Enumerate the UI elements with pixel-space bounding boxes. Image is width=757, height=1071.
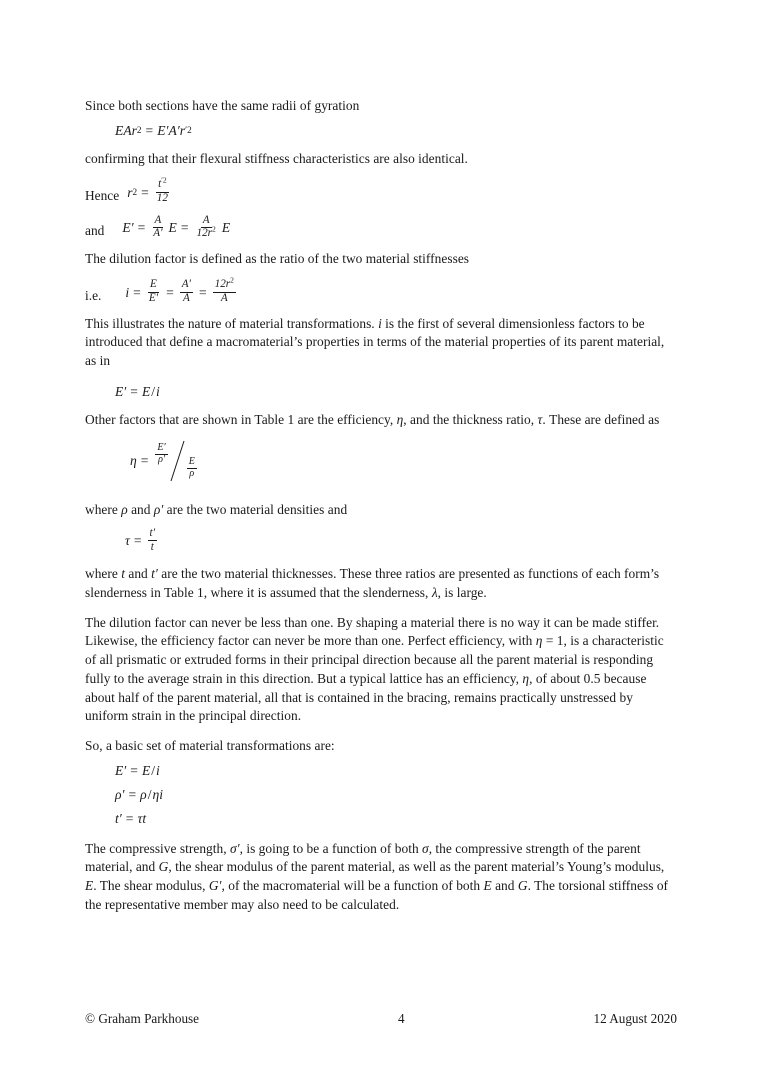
- fraction-numerator: E: [148, 279, 159, 292]
- p10-symbol-E-2: E: [483, 878, 492, 894]
- sym-slash: /: [147, 786, 152, 802]
- sym-r-prime: r: [179, 122, 186, 138]
- p5-symbol-tau: τ: [537, 411, 543, 427]
- sym-i: i: [125, 284, 130, 300]
- fraction-denominator: A′: [153, 227, 163, 240]
- fraction-numerator: $12r^2$: [213, 279, 236, 292]
- p10-symbol-G-prime: G′: [208, 878, 222, 894]
- p10-text-h: . The torsional stiffness of the representative member may also need to be calculated.: [85, 878, 669, 912]
- p4-symbol-i: i: [378, 315, 382, 331]
- sym-A-prime: A′: [168, 122, 180, 138]
- equation-flexural-stiffness: [85, 121, 677, 140]
- equation-eprime-expr: [104, 215, 230, 240]
- p4-text-b: is the first of several dimensionless factors to be introduced that define a macromaterial’s properties in terms of the material properties of its parent material, as in: [85, 315, 665, 369]
- solidus-divider: [171, 440, 184, 482]
- p10-symbol-sigma: σ: [422, 840, 429, 856]
- equation-transform-tprime: [85, 809, 677, 828]
- sym-equals: =: [133, 284, 141, 300]
- sym-slash: /: [151, 383, 156, 399]
- paragraph-compressive-strength: [85, 840, 677, 915]
- fraction-numerator: $t^{'2}$: [156, 179, 169, 192]
- p10-symbol-sigma-prime: σ′: [229, 840, 240, 856]
- equation-transform-eprime: [85, 761, 677, 780]
- p10-symbol-G-2: G: [517, 878, 528, 894]
- p7-text-d: , is large.: [437, 585, 487, 601]
- paragraph-radii-of-gyration: Since both sections have the same radii of gyration: [85, 98, 360, 113]
- sym-equals: =: [180, 219, 189, 235]
- sym-t: t: [142, 810, 147, 826]
- sym-A: A: [123, 122, 132, 138]
- fraction-numerator: t′: [148, 528, 158, 541]
- equation-transform-eprime-expr: [115, 761, 160, 780]
- p8-symbol-eta-2: η: [522, 670, 530, 686]
- equation-eprime-dilution: [85, 215, 677, 240]
- p8-text-c: , of about 0.5 because about half of the parent material, all that is contained in the bracing, remains practically unstressed by uniform strain in the principal direction.: [85, 670, 647, 724]
- sym-t: t: [158, 178, 162, 191]
- sym-eta: η: [152, 786, 160, 802]
- p10-text-d: , the shear modulus of the parent material, as well as the parent material’s Young’s modulus,: [168, 859, 665, 875]
- p6-text-a: where: [85, 502, 122, 518]
- p7-symbol-t-prime: t′: [151, 566, 158, 582]
- fraction-numerator: A′: [180, 279, 193, 292]
- p8-symbol-eta: η: [535, 633, 543, 649]
- sym-tau: τ: [125, 533, 130, 549]
- fraction-denominator: 12: [156, 192, 168, 204]
- fraction-numerator: A: [153, 215, 164, 228]
- equation-thickness-ratio-tau: [85, 528, 677, 553]
- equation-efficiency-expr: [130, 440, 200, 482]
- sym-12r: 12r: [196, 227, 213, 240]
- paragraph-material-densities: [85, 501, 677, 520]
- footer-date: 12 August 2020: [593, 1011, 677, 1026]
- sym-E: E: [168, 219, 177, 235]
- paragraph-basic-set-intro: So, a basic set of material transformations are:: [85, 738, 335, 753]
- sym-E: E: [141, 762, 151, 778]
- fraction-12rsq-over-A: [213, 275, 236, 305]
- fraction-Eprime-over-rhoprime: [155, 443, 167, 466]
- fraction-numerator: A: [201, 215, 212, 228]
- sym-E-prime: E′: [157, 122, 169, 138]
- nested-fraction-eta: [153, 440, 198, 482]
- equation-eprime-over-i: [85, 382, 677, 401]
- page-body: [85, 97, 677, 926]
- sym-i: i: [156, 762, 160, 778]
- sym-equals: =: [198, 284, 207, 300]
- fraction-numerator: E: [188, 456, 195, 468]
- nested-fraction-numerator: [153, 443, 169, 466]
- paragraph-dilution-factor-definition: The dilution factor is defined as the ratio of the two material stiffnesses: [85, 250, 470, 266]
- p5-symbol-eta: η: [396, 411, 404, 427]
- sym-i: i: [159, 786, 164, 802]
- p4-text-a: This illustrates the nature of material transformations.: [85, 315, 379, 331]
- p6-text-c: are the two material densities and: [163, 502, 348, 518]
- sym-r: r: [131, 122, 137, 138]
- equation-transform-rhoprime-expr: [115, 785, 163, 804]
- fraction-tprime-over-t: [148, 528, 158, 553]
- fraction-denominator: ρ′: [158, 454, 166, 466]
- sym-equals: =: [145, 122, 154, 138]
- sym-equals: =: [141, 184, 149, 200]
- p6-symbol-rho: ρ: [121, 502, 128, 518]
- p5-text-b: , and the thickness ratio,: [403, 411, 538, 427]
- p10-text-f: , of the macromaterial will be a function of both: [221, 878, 484, 894]
- equation-tau-expr: [125, 528, 159, 553]
- p10-text-e: . The shear modulus,: [93, 878, 209, 894]
- sym-rho-prime: ρ′: [115, 786, 125, 802]
- equation-eprime-over-i-expr: [115, 382, 160, 401]
- equation-radius-squared-expr: r 2 = $\frac{t^{'2}}{12}$: [127, 175, 168, 204]
- p6-symbol-rho-prime: ρ′: [153, 502, 164, 518]
- sym-rho: ρ: [140, 786, 147, 802]
- p8-text-b: = 1, is a characteristic of all prismatic or extruded forms in their principal direction because all the parent material is responding fully to the average strain in this direction. But a typical lattice has an efficiency,: [85, 633, 664, 686]
- paragraph-confirming-identical: confirming that their flexural stiffness characteristics are also identical.: [85, 150, 468, 166]
- sym-12r: 12r: [214, 278, 231, 291]
- paragraph-other-factors: [85, 411, 677, 430]
- sym-t-prime: t′: [115, 810, 122, 826]
- sym-tau: τ: [137, 810, 143, 826]
- equation-eprime-lead: and: [85, 222, 105, 238]
- sym-i: i: [156, 383, 160, 399]
- paragraph-material-thicknesses: [85, 565, 677, 602]
- fraction-A-over-Aprime: [151, 215, 164, 240]
- fraction-denominator: E′: [148, 292, 159, 305]
- sym-equals: =: [125, 810, 134, 826]
- equation-flexural-stiffness-expr: E A r 2 = E′ A′ r ′2: [115, 122, 192, 138]
- fraction-Aprime-over-A: [180, 279, 193, 304]
- footer-copyright: © Graham Parkhouse: [85, 1011, 200, 1026]
- fraction-E-over-Eprime: [147, 279, 160, 304]
- fraction-denominator: t: [150, 540, 154, 553]
- sym-equals: =: [130, 762, 138, 778]
- sym-equals: =: [137, 219, 146, 235]
- sym-E-prime: E′: [122, 219, 134, 235]
- sym-E: E: [141, 383, 151, 399]
- p7-symbol-t: t: [121, 566, 125, 582]
- p10-text-a: The compressive strength,: [85, 840, 230, 856]
- equation-transform-tprime-expr: [115, 809, 146, 828]
- fraction-tprime-sq-over-12: [155, 175, 170, 204]
- sym-E-prime: E′: [115, 762, 127, 778]
- fraction-E-over-rho: [187, 457, 197, 480]
- p10-text-c: , the compressive strength of the parent material, and: [85, 840, 641, 875]
- sym-E: E: [221, 219, 231, 235]
- equation-radius-squared-lead: Hence: [85, 187, 120, 203]
- sym-equals: =: [166, 284, 174, 300]
- fraction-A-over-12rsq: [195, 215, 218, 240]
- p10-text-g: and: [491, 878, 518, 894]
- sym-E-prime: E′: [115, 383, 127, 399]
- sym-equals: =: [140, 453, 149, 469]
- sym-E: E: [115, 122, 124, 138]
- p10-symbol-E: E: [85, 878, 94, 894]
- equation-transform-rhoprime: [85, 785, 677, 804]
- p5-text-a: Other factors that are shown in Table 1 are the efficiency,: [85, 411, 397, 427]
- paragraph-material-transformations-nature: [85, 315, 677, 371]
- sym-equals: =: [133, 533, 142, 549]
- p7-text-c: are the two material thicknesses. These three ratios are presented as functions of each form’s slenderness in Table 1, where it is assumed that the slenderness,: [85, 566, 660, 601]
- paragraph-dilution-efficiency-discussion: [85, 614, 677, 726]
- p6-text-b: and: [127, 502, 154, 518]
- p7-text-a: where: [85, 566, 122, 582]
- sym-eta: η: [130, 453, 137, 469]
- equation-dilution-factor: [85, 275, 677, 305]
- equation-dilution-lead: i.e.: [85, 287, 102, 303]
- page-footer: [85, 1010, 677, 1027]
- fraction-denominator: ρ: [189, 468, 195, 480]
- p10-text-b: , is going to be a function of both: [239, 840, 423, 856]
- equation-radius-squared: [85, 175, 677, 204]
- p7-symbol-lambda: λ: [431, 585, 438, 601]
- sym-slash: /: [151, 762, 156, 778]
- fraction-denominator: $12r^2$: [196, 224, 216, 240]
- sym-equals: =: [128, 786, 137, 802]
- sym-equals: =: [130, 383, 138, 399]
- p10-symbol-G: G: [158, 859, 169, 875]
- sym-r: r: [127, 184, 133, 200]
- equation-efficiency-eta: [85, 435, 677, 487]
- equation-dilution-expr: [101, 275, 238, 305]
- p7-text-b: and: [124, 566, 152, 582]
- p5-text-c: . These are defined as: [542, 411, 660, 427]
- p8-text-a: The dilution factor can never be less than one. By shaping a material there is no way it can be made stiffer. Likewise, the efficiency factor can never be more than one. Perfect efficiency, with: [85, 614, 660, 649]
- footer-page-number: 4: [397, 1011, 405, 1026]
- fraction-denominator: A: [182, 292, 190, 305]
- nested-fraction-denominator: [185, 457, 199, 480]
- fraction-denominator: A: [220, 292, 228, 305]
- fraction-numerator: E′: [157, 442, 166, 454]
